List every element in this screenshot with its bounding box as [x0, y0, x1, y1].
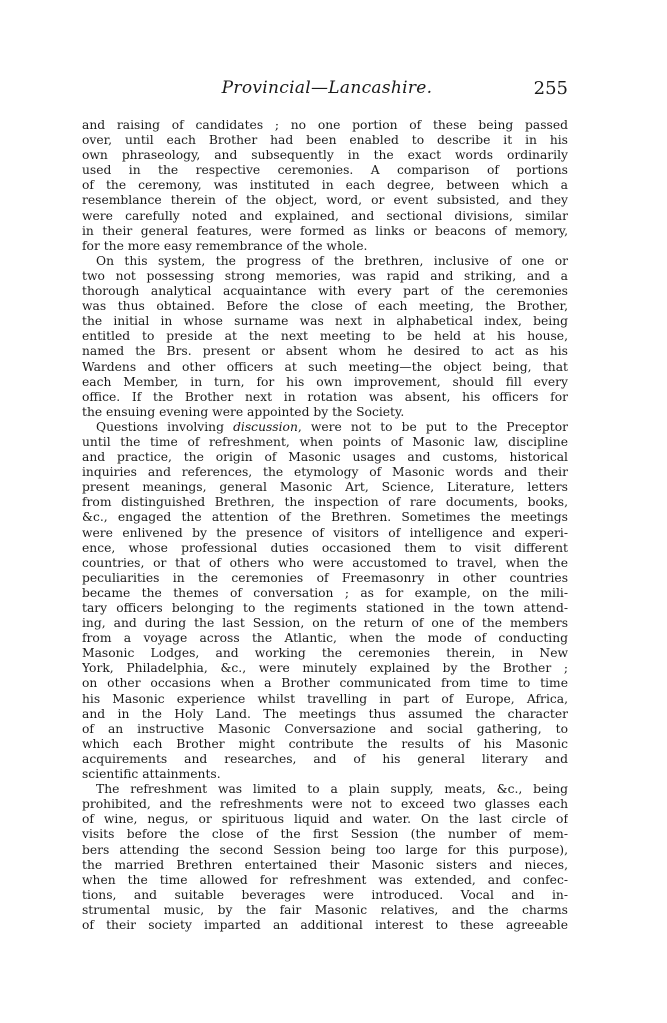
text-line: scientific attainments. — [82, 767, 221, 782]
text-line: and raising of candidates ; no one portion of these being passed — [82, 118, 568, 132]
text-line: on other occasions when a Brother communicated from time to time — [82, 676, 568, 691]
text-line: York, Philadelphia, &c., were minutely explained by the Brother ; — [82, 661, 568, 676]
text-line: was thus obtained. Before the close of each meeting, the Brother, — [82, 299, 568, 314]
text-line: from distinguished Brethren, the inspection of rare documents, books, — [82, 495, 568, 510]
text-line: from a voyage across the Atlantic, when the mode of conducting — [82, 631, 568, 646]
text-line: the ensuing evening were appointed by the Society. — [82, 404, 405, 419]
text-line: strumental music, by the fair Masonic relatives, and the charms — [82, 902, 568, 917]
text-line: tary officers belonging to the regiments stationed in the town attend- — [82, 601, 568, 615]
text-line: peculiarities in the ceremonies of Freemasonry in other countries — [82, 570, 568, 585]
text-line: countries, or that of others who were accustomed to travel, when the — [82, 555, 568, 570]
text-line: became the themes of conversation ; as for example, on the mili- — [82, 585, 568, 600]
text-line: entitled to preside at the next meeting to be held at his house, — [82, 329, 568, 344]
text-line: present meanings, general Masonic Art, Science, Literature, letters — [82, 480, 568, 495]
text-line: visits before the close of the first Session (the number of mem- — [82, 827, 568, 842]
text-line: each Member, in turn, for his own improvement, should fill every — [82, 374, 568, 389]
text-line: of their society imparted an additional interest to these agreeable — [82, 917, 568, 932]
text-line: ing, and during the last Session, on the return of one of the members — [82, 616, 568, 631]
text-line: were carefully noted and explained, and sectional divisions, similar — [82, 208, 568, 223]
text-line: office. If the Brother next in rotation was absent, his officers for — [82, 389, 568, 404]
text-line: The refreshment was limited to a plain supply, meats, &c., being — [96, 782, 568, 797]
text-line: and in the Holy Land. The meetings thus assumed the character — [82, 706, 568, 721]
text-line: two not possessing strong memories, was rapid and striking, and a — [82, 268, 568, 283]
text-line: bers attending the second Session being too large for this purpose), — [82, 842, 568, 857]
text-line: Masonic Lodges, and working the ceremonies therein, in New — [82, 646, 568, 661]
emphasis: discussion — [233, 419, 298, 434]
text-line: On this system, the progress of the brethren, inclusive of one or — [96, 253, 568, 268]
text-line: tions, and suitable beverages were introduced. Vocal and in- — [82, 887, 568, 902]
text-line: own phraseology, and subsequently in the exact words ordinarily — [82, 148, 568, 163]
text-line: prohibited, and the refreshments were not to exceed two glasses each — [82, 797, 568, 812]
text-line: until the time of refreshment, when points of Masonic law, discipline — [82, 434, 568, 449]
body-text — [82, 118, 568, 933]
text-line: for the more easy remembrance of the whole. — [82, 238, 368, 253]
text-line: when the time allowed for refreshment was extended, and confec- — [82, 872, 568, 887]
text-line: used in the respective ceremonies. A comparison of portions — [82, 163, 568, 178]
text-line: his Masonic experience whilst travelling in part of Europe, Africa, — [82, 691, 568, 706]
text-line: and practice, the origin of Masonic usages and customs, historical — [82, 450, 568, 465]
running-title: Provincial—Lancashire. — [221, 78, 433, 98]
text-line: in their general features, were formed as links or beacons of memory, — [82, 223, 568, 238]
text-line: inquiries and references, the etymology of Masonic words and their — [82, 465, 568, 480]
text-line: the initial in whose surname was next in alphabetical index, being — [82, 314, 568, 329]
text-line: which each Brother might contribute the results of his Masonic — [82, 736, 568, 751]
text-line: ence, whose professional duties occasioned them to visit different — [82, 540, 568, 555]
page-header — [82, 78, 572, 106]
text-line: thorough analytical acquaintance with every part of the ceremonies — [82, 284, 568, 299]
text-line: of the ceremony, was instituted in each degree, between which a — [82, 178, 568, 193]
text-line: of wine, negus, or spirituous liquid and water. On the last circle of — [82, 812, 568, 827]
text-line: over, until each Brother had been enabled to describe it in his — [82, 133, 568, 148]
text-line: acquirements and researches, and of his general literary and — [82, 751, 568, 766]
text-line: named the Brs. present or absent whom he desired to act as his — [82, 344, 568, 359]
page-number: 255 — [533, 78, 568, 99]
text-line: Questions involving discussion, were not to be put to the Preceptor — [96, 419, 568, 434]
text-line: the married Brethren entertained their Masonic sisters and nieces, — [82, 857, 568, 872]
text-line: &c., engaged the attention of the Brethren. Sometimes the meetings — [82, 510, 568, 525]
text-line: were enlivened by the presence of visitors of intelligence and experi- — [82, 525, 568, 540]
text-line: of an instructive Masonic Conversazione and social gathering, to — [82, 721, 568, 736]
text-line: Wardens and other officers at such meeting—the object being, that — [82, 359, 568, 374]
text-line: resemblance therein of the object, word, or event subsisted, and they — [82, 193, 568, 208]
